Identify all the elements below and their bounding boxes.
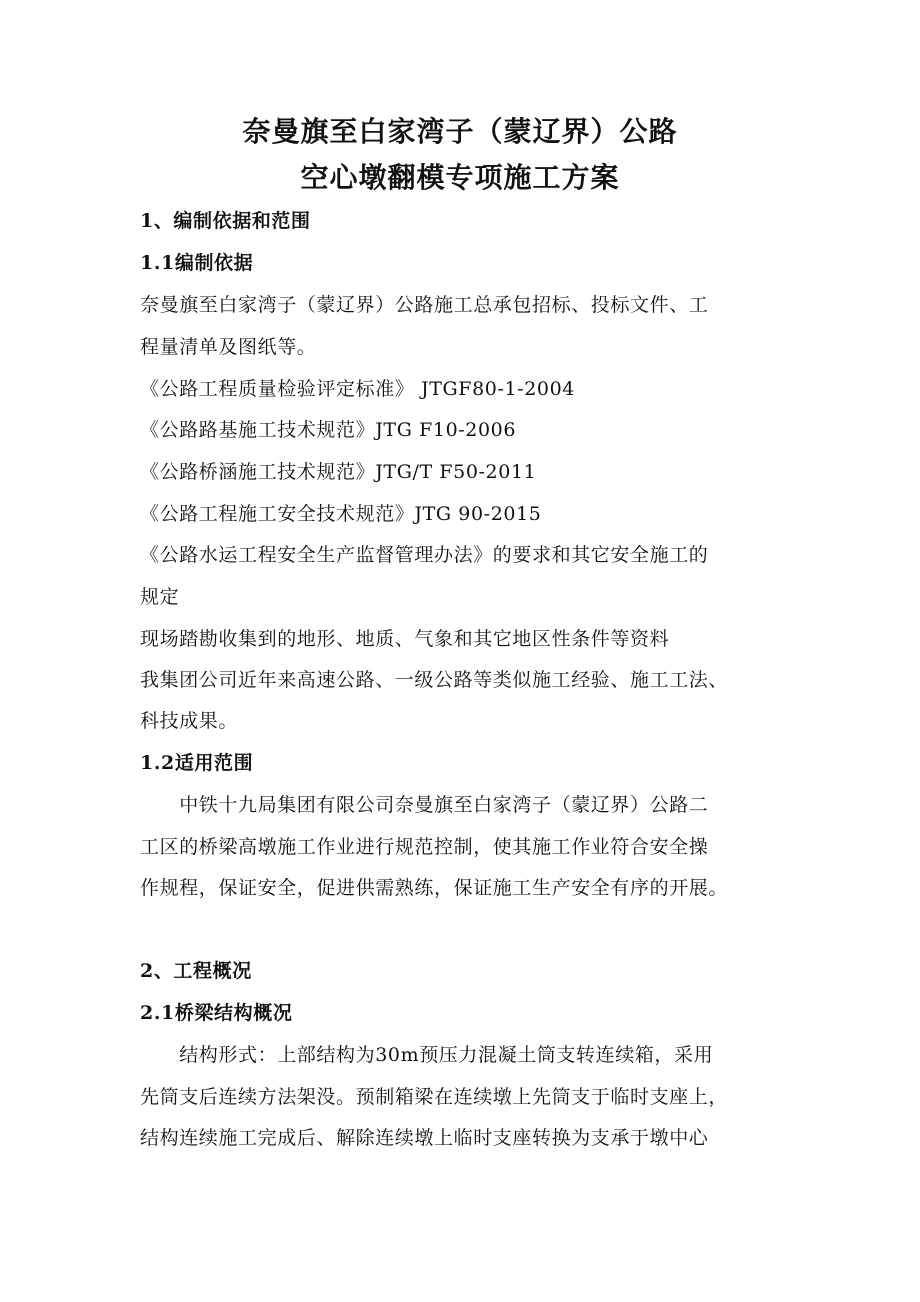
paragraph-line: 奈曼旗至白家湾子（蒙辽界）公路施工总承包招标、投标文件、工: [140, 294, 709, 316]
paragraph-line: 程量清单及图纸等。: [140, 336, 317, 358]
paragraph-line: 结构形式：上部结构为30m预压力混凝土筒支转连续箱，采用: [140, 1044, 714, 1066]
paragraph-line: 科技成果。: [140, 710, 239, 732]
reference-line: 《公路工程质量检验评定标准》 JTGF80-1-2004: [140, 378, 575, 400]
document-title-line-1: 奈曼旗至白家湾子（蒙辽界）公路: [242, 115, 678, 148]
paragraph-line: 规定: [140, 586, 180, 608]
paragraph-line: 结构连续施工完成后、解除连续墩上临时支座转换为支承于墩中心: [140, 1127, 709, 1149]
document-title-line-2: 空心墩翻模专项施工方案: [300, 161, 620, 194]
reference-line: 《公路工程施工安全技术规范》JTG 90-2015: [140, 503, 542, 525]
reference-line: 《公路路基施工技术规范》JTG F10-2006: [140, 419, 517, 441]
section-1-2-heading: 1.2适用范围: [140, 752, 254, 774]
section-1-1-heading: 1.1编制依据: [140, 252, 254, 274]
paragraph-line: 先筒支后连续方法架没。预制箱梁在连续墩上先筒支于临时支座上，: [140, 1086, 729, 1108]
paragraph-line: 作规程，保证安全，促进供需熟练，保证施工生产安全有序的开展。: [140, 877, 729, 899]
paragraph-line: 工区的桥梁高墩施工作业进行规范控制，使其施工作业符合安全操: [140, 836, 709, 858]
section-2-1-heading: 2.1桥梁结构概况: [140, 1002, 293, 1024]
section-1-heading: 1、编制依据和范围: [140, 210, 311, 232]
reference-line: 《公路桥涵施工技术规范》JTG/T F50-2011: [140, 461, 537, 483]
section-2-heading: 2、工程概况: [140, 960, 252, 982]
paragraph-line: 现场踏勘收集到的地形、地质、气象和其它地区性条件等资料: [140, 628, 670, 650]
paragraph-line: 中铁十九局集团有限公司奈曼旗至白家湾子（蒙辽界）公路二: [140, 794, 709, 816]
reference-line: 《公路水运工程安全生产监督管理办法》的要求和其它安全施工的: [140, 544, 709, 566]
paragraph-line: 我集团公司近年来高速公路、一级公路等类似施工经验、施工工法、: [140, 669, 729, 691]
